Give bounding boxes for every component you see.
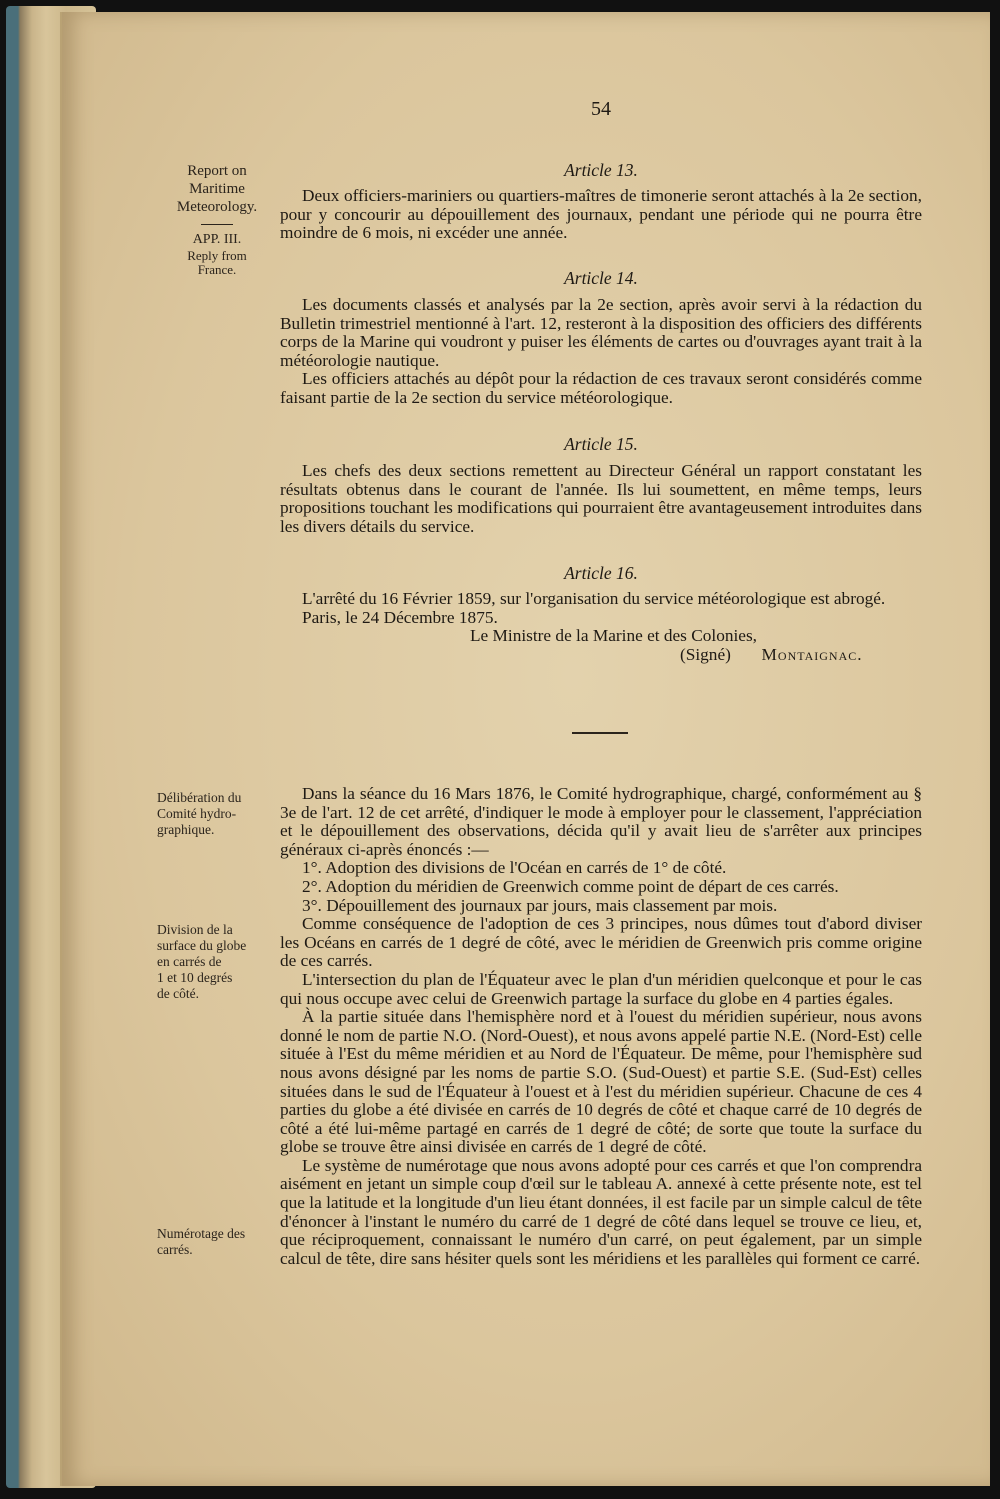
margin-note-numerotage: Numérotage des carrés. xyxy=(157,1226,246,1257)
article-15-heading: Article 15. xyxy=(564,434,638,454)
appendix-label: APP. III. xyxy=(192,232,242,247)
article-14-p2: Les officiers attachés au dépôt pour la rédaction de ces travaux seront considérés comme faisant partie de la 2e section du service météorologique. xyxy=(280,369,922,407)
principle-3: 3°. Dépouillement des journaux par jours, mais classement par mois. xyxy=(302,895,778,915)
principle-1: 1°. Adoption des divisions de l'Océan en carrés de 1° de côté. xyxy=(302,858,727,878)
principle-2: 2°. Adoption du méridien de Greenwich comme point de départ de ces carrés. xyxy=(302,876,839,896)
article-14-heading: Article 14. xyxy=(564,268,638,288)
deliberation-p1: Dans la séance du 16 Mars 1876, le Comité hydrographique, chargé, conformément au § 3e de l'art. 12 de cet arrêté, d'indiquer le mode à employer pour le classement, l'appréciation et le dépouillement des observations, décida qu'il y avait lieu de s'arrêter aux principes généraux ci-après énoncés :— xyxy=(280,784,922,859)
signed-label: (Signé) xyxy=(680,644,731,664)
deliberation-body xyxy=(280,785,922,1268)
report-title-line: Meteorology. xyxy=(176,199,258,215)
article-14-body xyxy=(280,296,922,408)
document-page xyxy=(60,12,990,1486)
margin-note-deliberation: Délibération du Comité hydro- graphique. xyxy=(157,790,242,837)
deliberation-p3: L'intersection du plan de l'Équateur avec le plan d'un méridien quelconque et pour le cas qui nous occupe avec celui de Greenwich partage la surface du globe en 4 parties égales. xyxy=(280,969,922,1008)
deliberation-p5: Le système de numérotage que nous avons adopté pour ces carrés et que l'on comprendra aisément en jetant un simple coup d'œil sur le tableau A. annexé à cette présente note, est tel que la latitude et la longitude d'un lieu étant données, il est facile par un simple calcul de tête d'énoncer à l'instant le numéro du carré de 1 degré de côté dans lequel se trouve ce lieu, et, que réciproquement, connaissant le numéro d'un carré, on peut également, par un simple calcul de tête, dire sans hésiter quels sont les méridiens et les parallèles qui forment ce carré. xyxy=(280,1155,922,1268)
section-separator xyxy=(572,732,628,734)
article-16-heading: Article 16. xyxy=(564,563,638,583)
signature-line xyxy=(280,646,922,665)
minister-line: Le Ministre de la Marine et des Colonies, xyxy=(470,626,757,646)
report-title-line: Maritime xyxy=(189,181,245,197)
margin-rule xyxy=(201,224,233,225)
deliberation-p4: À la partie située dans l'hemisphère nord et à l'ouest du méridien supérieur, nous avons donné le nom de partie N.O. (Nord-Ouest), et nous avons appelé partie N.E. (Nord-Est) celle située à l'Est du même méridien et au Nord de l'Équateur. De même, pour l'hemisphère sud nous avons désigné par les noms de partie S.O. (Sud-Ouest) et partie S.E. (Sud-Est) celles situées dans le sud de l'Équateur à l'ouest et à l'est du méridien supérieur. Chacune de ces 4 parties du globe a été divisée en carrés de 10 degrés de côté et chaque carré de 10 degrés de côté a été lui-même partagé en carrés de 1 degré de côté; de sorte que toute la surface du globe se trouve être ainsi divisée en carrés de 1 degré de côté. xyxy=(280,1007,922,1157)
margin-note-division: Division de la surface du globe en carrés de 1 et 10 degrés de côté. xyxy=(157,922,247,1001)
deliberation-p2: Comme conséquence de l'adoption de ces 3 principes, nous dûmes tout d'abord diviser les Océans en carrés de 1 degré de côté, avec le méridien de Greenwich pris comme origine de ces carrés. xyxy=(280,914,922,971)
article-13-body xyxy=(280,187,922,243)
article-15-body xyxy=(280,462,922,536)
report-title-line: Report on xyxy=(187,163,247,179)
article-13-text: Deux officiers-mariniers ou quartiers-maîtres de timonerie seront attachés à la 2e section, pour y concourir au dépouillement des journaux, pendant une période qui ne pourra être moindre de 6 mois, ni excéder une année. xyxy=(280,186,922,243)
article-14-p1: Les documents classés et analysés par la 2e section, après avoir servi à la rédaction du Bulletin trimestriel mentionné à l'art. 12, resteront à la disposition des officiers des différents corps de la Marine qui voudront y puiser les éléments de cartes ou d'ouvrages ayant trait à la météorologie nautique. xyxy=(280,295,922,370)
margin-note-report xyxy=(157,162,277,277)
article-16-body xyxy=(280,590,922,664)
article-16-text: L'arrêté du 16 Février 1859, sur l'organisation du service météorologique est abrogé. xyxy=(302,589,886,608)
reply-line: France. xyxy=(197,262,237,277)
article-15-text: Les chefs des deux sections remettent au Directeur Général un rapport constatant les résultats obtenus dans le courant de l'année. Ils lui soumettent, en même temps, leurs propositions touchant les modifications qui pourraient être avantageusement introduites dans les divers détails du service. xyxy=(280,461,922,536)
page-number: 54 xyxy=(591,98,611,120)
article-13-heading: Article 13. xyxy=(564,160,638,180)
reply-line: Reply from xyxy=(187,248,247,263)
date-line: Paris, le 24 Décembre 1875. xyxy=(302,607,498,627)
signatory: Montaignac. xyxy=(761,644,863,664)
